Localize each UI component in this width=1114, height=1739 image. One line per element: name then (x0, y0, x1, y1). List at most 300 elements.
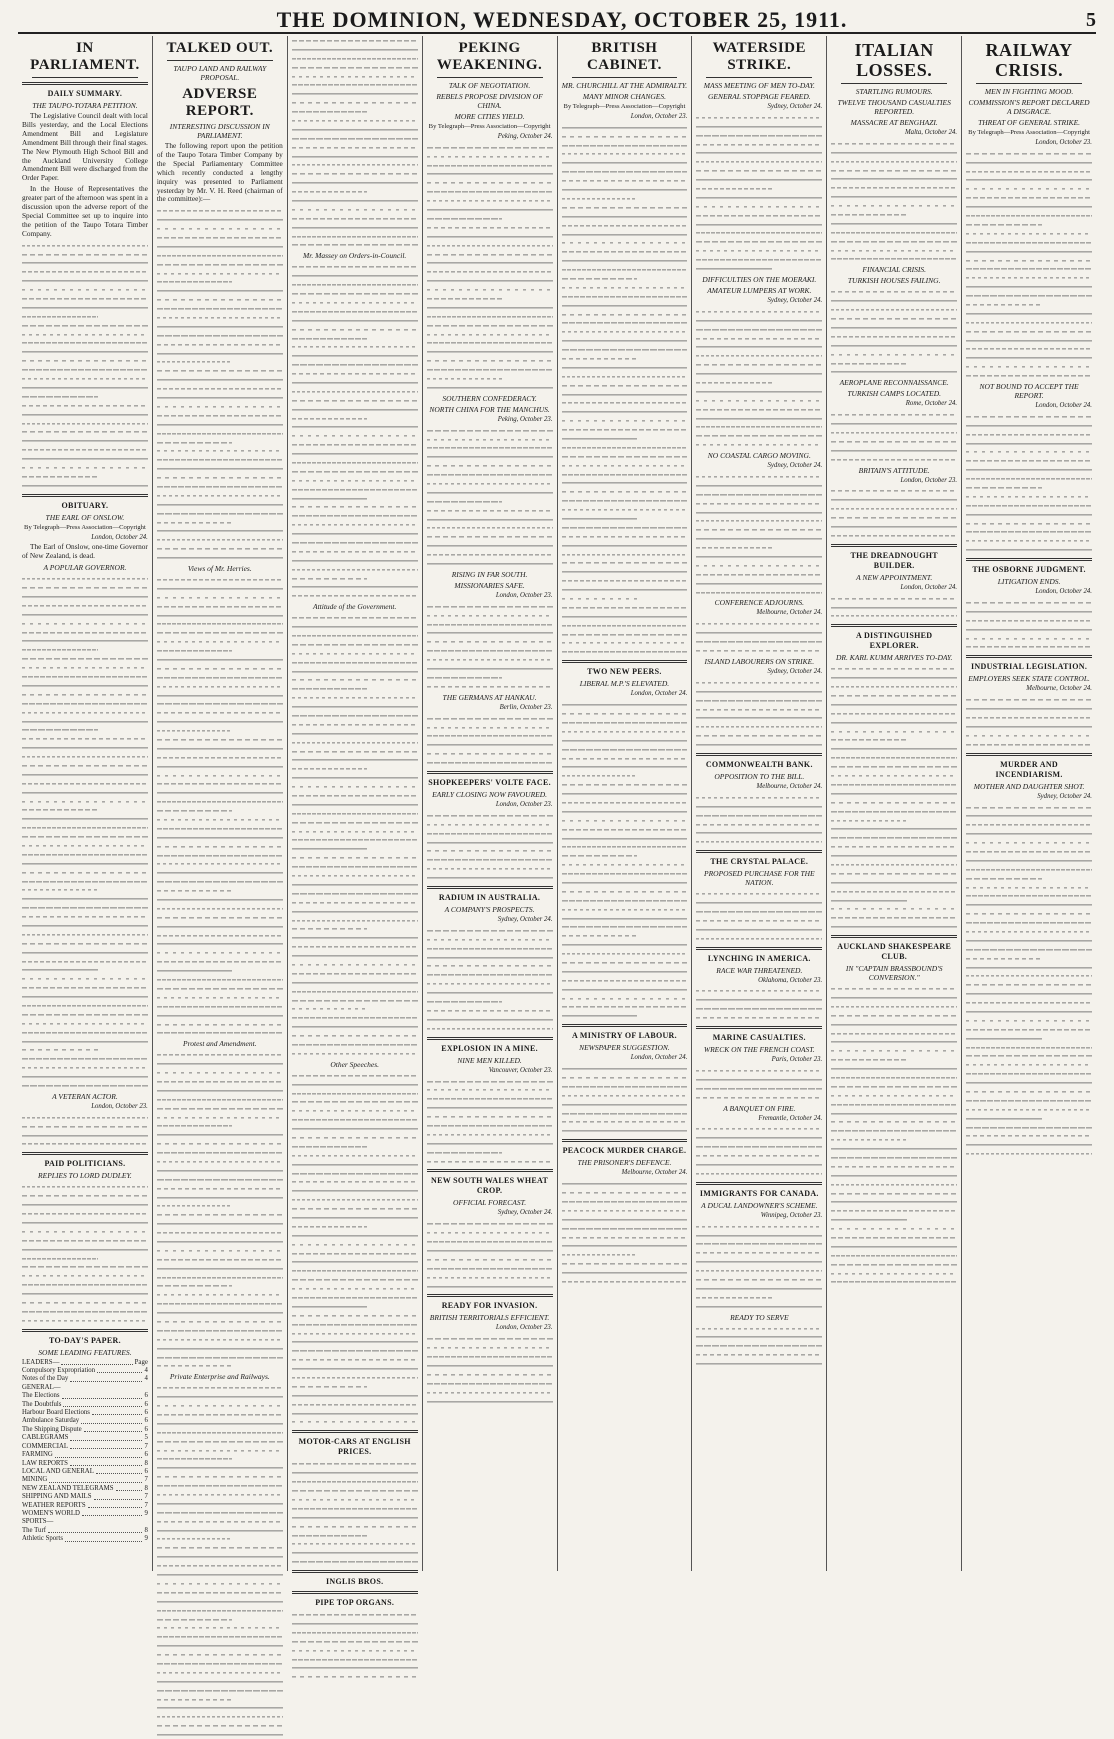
text-line (157, 1579, 283, 1588)
text-line (562, 345, 688, 354)
masthead (18, 8, 1096, 34)
text-line (157, 1508, 283, 1517)
text-line (831, 1197, 957, 1206)
leader-dots (55, 1451, 143, 1457)
subheading: BRITISH TERRITORIALS EFFICIENT. (429, 1313, 550, 1323)
text-line (696, 1093, 822, 1102)
text-line (292, 1531, 368, 1540)
text-line (562, 425, 688, 434)
text-line (966, 971, 1092, 980)
text-line (831, 1064, 957, 1073)
text-line (22, 1289, 148, 1298)
article-body (562, 123, 688, 656)
leader-dots (97, 1367, 142, 1373)
text-line (292, 1222, 368, 1231)
section-heading: TWO NEW PEERS. (587, 667, 662, 677)
text-line (427, 1246, 553, 1255)
text-line (831, 1029, 957, 1038)
text-line (966, 1087, 1092, 1096)
text-line (292, 1355, 418, 1364)
text-line (562, 194, 638, 203)
divider (167, 60, 273, 61)
text-line (966, 536, 1092, 545)
text-line (157, 948, 283, 957)
index-row (22, 1535, 148, 1543)
text-line (966, 327, 1092, 336)
text-line (157, 611, 283, 620)
headline: PEKING WEAKENING. (436, 40, 543, 73)
text-line (696, 264, 772, 273)
text-line (966, 829, 1092, 838)
text-line (292, 187, 368, 196)
text-line (427, 541, 553, 550)
dateline: Sydney, October 24. (767, 103, 823, 110)
text-line (562, 949, 688, 958)
text-line (292, 755, 418, 764)
text-line (696, 1332, 822, 1341)
text-line (562, 416, 688, 425)
text-line (292, 502, 418, 511)
text-line (562, 771, 638, 780)
text-line (427, 365, 553, 374)
text-line (562, 141, 688, 150)
text-line (966, 838, 1092, 847)
text-line (966, 616, 1092, 625)
text-line (427, 347, 553, 356)
text-line (831, 762, 957, 771)
text-line (157, 1299, 283, 1308)
text-line (696, 325, 822, 334)
text-line (292, 538, 418, 547)
text-line (292, 494, 368, 503)
text-line (157, 224, 283, 233)
text-line (831, 486, 957, 495)
text-line (831, 896, 907, 905)
text-line (157, 699, 283, 708)
text-line (562, 558, 688, 567)
text-line (292, 827, 418, 836)
text-line (292, 1655, 418, 1664)
text-line (966, 713, 1092, 722)
article-body (831, 486, 957, 539)
text-line (696, 255, 822, 264)
text-line (292, 916, 418, 925)
text-line (562, 896, 688, 905)
text-line (696, 740, 822, 749)
text-line (22, 965, 98, 974)
subheading: MANY MINOR CHANGES. (582, 92, 666, 101)
text-line (22, 583, 148, 592)
text-line (831, 1135, 907, 1144)
text-line (157, 1113, 283, 1122)
text-line (966, 492, 1092, 501)
text-line (157, 242, 283, 251)
text-line (831, 246, 957, 255)
text-line (157, 1326, 283, 1335)
text-line (696, 1350, 822, 1359)
text-line (157, 1095, 283, 1104)
text-line (157, 1606, 283, 1615)
index-row (22, 1367, 148, 1375)
article-body (427, 714, 553, 767)
text-line (966, 1078, 1092, 1087)
text-line (292, 414, 368, 423)
text-line (157, 1201, 233, 1210)
text-line (696, 405, 822, 414)
text-line (562, 718, 688, 727)
text-line (157, 455, 283, 464)
text-line (157, 1028, 283, 1037)
text-line (292, 1004, 368, 1013)
divider (427, 1169, 553, 1172)
leader-dots (70, 1443, 142, 1449)
text-line (427, 374, 503, 383)
text-line (831, 350, 957, 359)
text-line (966, 371, 1092, 380)
text-line (157, 1264, 283, 1273)
headline: BRITISH CABINET. (586, 40, 662, 73)
text-line (22, 788, 148, 797)
text-line (562, 434, 638, 443)
text-line (157, 637, 283, 646)
text-line (562, 1259, 688, 1268)
text-line (22, 258, 148, 267)
text-line (831, 1117, 957, 1126)
text-line (292, 1311, 418, 1320)
text-line (292, 1628, 418, 1637)
wire-credit: By Telegraph—Press Association—Copyright (968, 129, 1090, 136)
dateline: Rome, October 24. (905, 400, 958, 408)
article-body (696, 986, 822, 1022)
text-line (157, 1659, 283, 1668)
text-line (696, 907, 822, 916)
text-line (292, 1539, 418, 1548)
text-line (427, 1255, 553, 1264)
text-line (157, 851, 283, 860)
text-line (562, 550, 688, 559)
index-label: GENERAL— (22, 1383, 61, 1391)
text-line (292, 729, 418, 738)
text-line (157, 1148, 283, 1157)
text-line (22, 1236, 148, 1245)
text-line (427, 497, 503, 506)
subheading: LITIGATION ENDS. (997, 577, 1061, 587)
text-line (292, 449, 418, 458)
text-line (831, 139, 957, 148)
text-line (696, 1075, 822, 1084)
text-line (562, 727, 688, 736)
text-line (292, 1373, 418, 1382)
text-line (292, 169, 418, 178)
text-line (562, 381, 688, 390)
text-line (831, 984, 957, 993)
text-line (696, 1266, 822, 1275)
text-line (562, 798, 688, 807)
index-label: NEW ZEALAND TELEGRAMS (22, 1484, 114, 1492)
text-line (157, 1157, 283, 1166)
index-row (22, 1375, 148, 1383)
text-line (562, 976, 688, 985)
article-body (157, 1383, 283, 1739)
text-line (157, 553, 283, 562)
subhead-large: ADVERSE REPORT. (182, 86, 258, 119)
text-line (157, 402, 283, 411)
text-line (696, 722, 822, 731)
divider (22, 494, 148, 497)
text-line (22, 472, 98, 481)
subheading: THE GERMANS AT HANKAU. (442, 692, 537, 702)
text-line (292, 1266, 418, 1275)
text-line (831, 727, 957, 736)
text-line (292, 63, 418, 72)
text-line (292, 116, 418, 125)
text-line (696, 1293, 772, 1302)
section-heading: RADIUM IN AUSTRALIA. (438, 893, 541, 902)
text-line (427, 602, 553, 611)
text-line (966, 1140, 1092, 1149)
text-line (22, 356, 148, 365)
text-line (427, 143, 553, 152)
subheading: Mr. Massey on Orders-in-Council. (303, 251, 407, 261)
text-line (292, 773, 418, 782)
text-line (427, 169, 553, 178)
text-line (427, 452, 553, 461)
subheading: TURKISH CAMPS LOCATED. (847, 389, 942, 399)
text-line (831, 744, 957, 753)
text-line (22, 992, 148, 1001)
text-line (157, 904, 283, 913)
article-body (966, 695, 1092, 748)
text-line (157, 509, 283, 518)
subheading: SOME LEADING FEATURES. (38, 1347, 132, 1357)
text-line (696, 1341, 822, 1350)
text-line (427, 620, 553, 629)
text-line (157, 393, 283, 402)
divider (427, 1294, 553, 1297)
index-row (22, 1485, 148, 1493)
text-line (966, 353, 1092, 362)
text-line (966, 545, 1092, 554)
text-line (22, 1200, 148, 1209)
text-line (22, 636, 148, 645)
text-line (292, 1522, 418, 1531)
article-body (966, 149, 1092, 380)
article-body (22, 1182, 148, 1324)
text-line (292, 1089, 418, 1098)
text-line (427, 443, 553, 452)
text-line (157, 1472, 283, 1481)
text-line (157, 1543, 283, 1552)
text-line (562, 265, 688, 274)
text-line (831, 1011, 957, 1020)
text-line (157, 1703, 283, 1712)
headline: IN PARLIAMENT. (30, 40, 140, 73)
text-line (22, 805, 98, 814)
text-line (562, 878, 688, 887)
text-line (292, 36, 418, 45)
text-line (966, 158, 1092, 167)
text-line (831, 833, 957, 842)
text-line (831, 700, 957, 709)
text-line (22, 814, 148, 823)
text-line (427, 294, 503, 303)
text-line (966, 883, 1092, 892)
index-page: 6 (144, 1467, 148, 1475)
text-line (966, 238, 1092, 247)
text-line (696, 837, 822, 846)
text-line (831, 878, 957, 887)
leader-dots (96, 1468, 143, 1474)
index-page: 7 (144, 1501, 148, 1509)
text-line (157, 806, 233, 815)
text-line (831, 1046, 957, 1055)
text-line (831, 531, 957, 540)
article-body (696, 113, 822, 273)
text-line (157, 691, 283, 700)
text-line (966, 421, 1092, 430)
text-line (292, 1513, 418, 1522)
text-line (696, 166, 822, 175)
text-line (966, 430, 1092, 439)
subheading: Views of Mr. Herries. (187, 563, 252, 573)
text-line (696, 628, 822, 637)
text-line (966, 954, 1042, 963)
text-line (427, 655, 553, 664)
section-heading: INDUSTRIAL LEGISLATION. (971, 662, 1088, 672)
text-line (292, 684, 368, 693)
text-line (157, 420, 283, 429)
text-line (831, 594, 957, 603)
divider (427, 886, 553, 889)
text-line (562, 1206, 688, 1215)
text-line (157, 1228, 283, 1237)
text-line (696, 220, 822, 229)
article-body (696, 1222, 822, 1311)
subheading: TURKISH HOUSES FAILING. (847, 276, 941, 286)
article-body (696, 307, 822, 449)
divider (32, 77, 138, 78)
text-line (562, 292, 688, 301)
text-line (157, 491, 283, 500)
index-row (22, 1527, 148, 1535)
text-line (562, 123, 688, 132)
index-label: WOMEN'S WORLD (22, 1509, 80, 1517)
text-line (292, 1302, 368, 1311)
article-body (696, 889, 822, 942)
text-line (292, 764, 368, 773)
text-line (427, 1397, 553, 1406)
subheading: EARLY CLOSING NOW FAVOURED. (432, 789, 548, 799)
text-line (157, 446, 283, 455)
text-line (696, 211, 822, 220)
index-label: LAW REPORTS (22, 1459, 68, 1467)
text-line (157, 1499, 283, 1508)
text-line (427, 1343, 553, 1352)
text-line (562, 185, 688, 194)
text-line (22, 1254, 98, 1263)
text-line (696, 1239, 822, 1248)
text-line (696, 1142, 822, 1151)
text-line (696, 1066, 822, 1075)
text-line (157, 1237, 283, 1246)
text-line (562, 301, 688, 310)
leader-dots (62, 1392, 143, 1398)
dateline: Melbourne, October 24. (756, 609, 823, 617)
text-line (292, 458, 418, 467)
text-line (157, 664, 283, 673)
section-heading: AUCKLAND SHAKESPEARE CLUB. (837, 942, 952, 962)
text-line (562, 523, 688, 532)
index-page: 8 (144, 1526, 148, 1534)
text-line (966, 318, 1092, 327)
text-line (562, 967, 688, 976)
index-row (22, 1518, 148, 1526)
text-line (292, 1133, 418, 1142)
text-line (696, 925, 822, 934)
article-body (562, 1179, 688, 1286)
dateline: Paris, October 23. (771, 1056, 823, 1064)
text-line (22, 330, 148, 339)
text-line (831, 323, 957, 332)
text-line (696, 820, 822, 829)
text-line (157, 931, 283, 940)
newspaper-columns (18, 36, 1096, 1608)
section-heading: DAILY SUMMARY. (47, 89, 123, 98)
text-line (22, 823, 148, 832)
text-line (157, 939, 283, 948)
text-line (292, 933, 418, 942)
text-line (22, 427, 148, 436)
text-line (696, 1133, 822, 1142)
text-line (22, 383, 148, 392)
subheading: IN "CAPTAIN BRASSBOUND'S CONVERSION." (845, 964, 943, 983)
text-line (157, 708, 283, 717)
index-page: 4 (144, 1375, 148, 1383)
leader-dots (70, 1434, 142, 1440)
subheading: Other Speeches. (330, 1059, 380, 1069)
text-line (292, 907, 418, 916)
text-line (562, 203, 688, 212)
text-line (427, 1379, 553, 1388)
text-line (292, 440, 418, 449)
text-line (427, 838, 553, 847)
text-line (22, 1227, 148, 1236)
text-line (427, 628, 553, 637)
dateline: London, October 23. (900, 476, 958, 484)
text-line (157, 1650, 283, 1659)
text-line (22, 921, 148, 930)
text-line (157, 673, 283, 682)
text-line (22, 654, 148, 663)
text-line (292, 1459, 418, 1468)
article-body (427, 1219, 553, 1290)
section-heading: NEW SOUTH WALES WHEAT CROP. (431, 1176, 549, 1196)
index-label: The Doubtfuls (22, 1400, 62, 1408)
text-line (831, 1251, 957, 1260)
text-line (427, 1228, 553, 1237)
text-line (831, 1206, 957, 1215)
text-line (427, 330, 553, 339)
text-line (157, 619, 283, 628)
article-body (427, 926, 553, 1033)
text-line (157, 1623, 283, 1632)
text-line (696, 1013, 822, 1022)
text-line (292, 862, 418, 871)
text-line (157, 1401, 283, 1410)
text-line (157, 886, 233, 895)
text-line (22, 601, 148, 610)
divider (831, 935, 957, 938)
